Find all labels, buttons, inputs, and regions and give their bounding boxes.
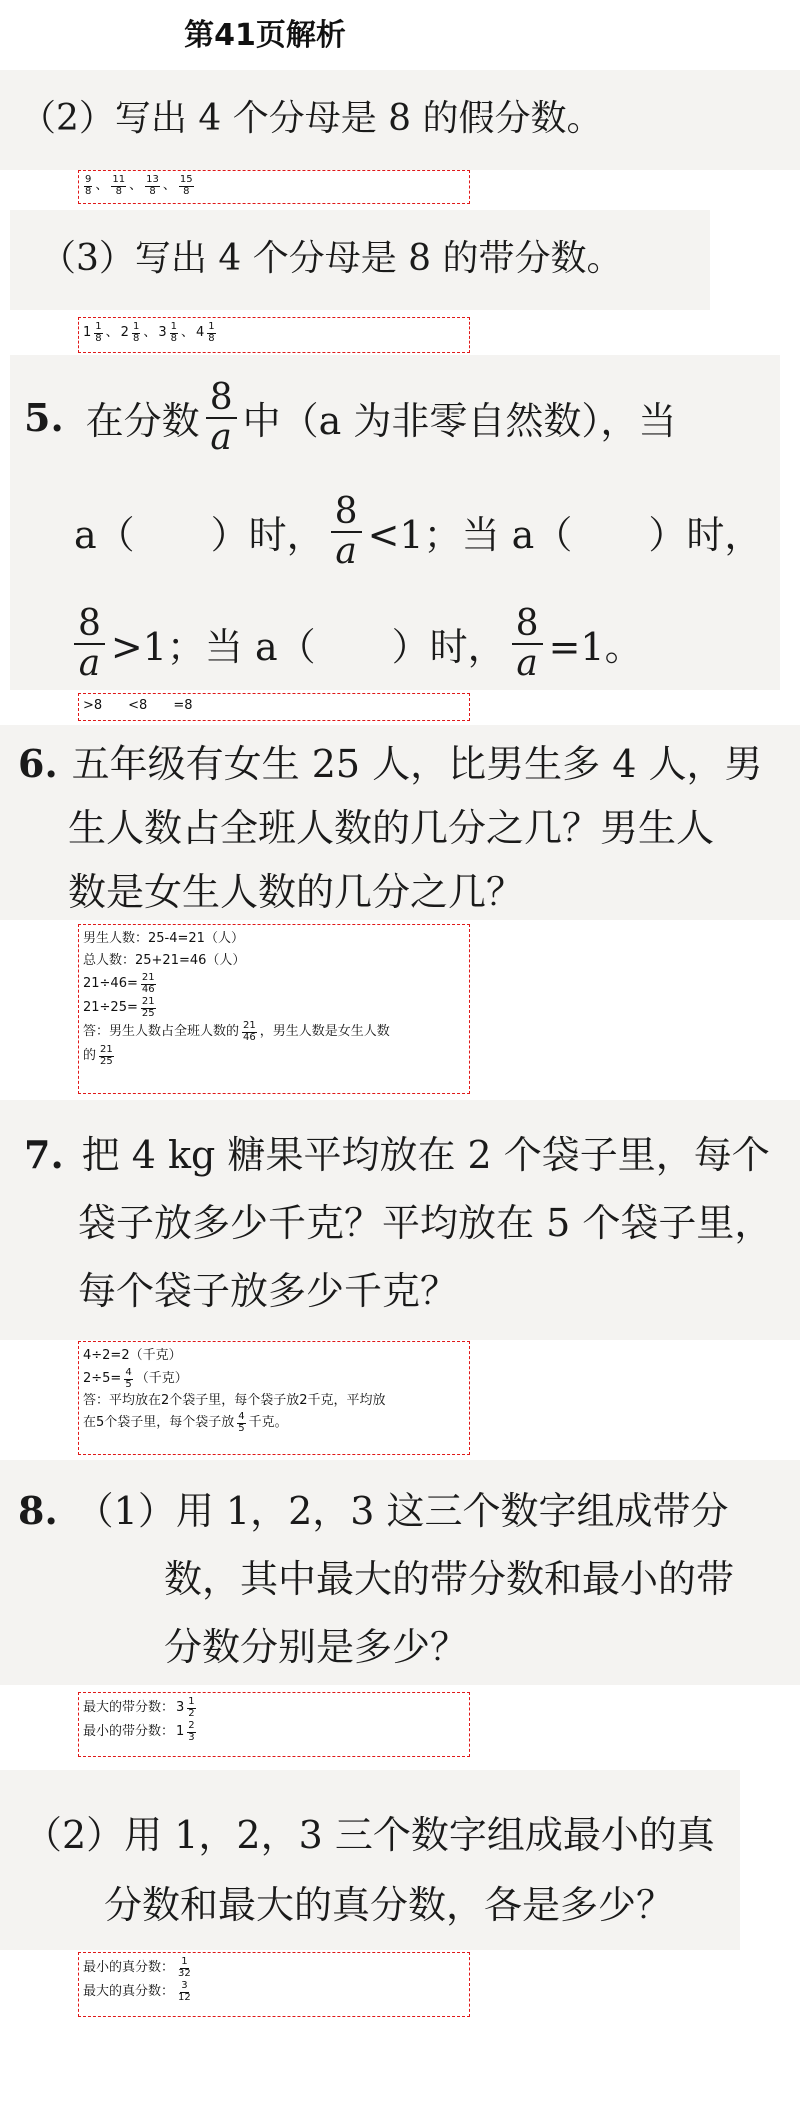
question-line: 分数和最大的真分数，各是多少？ (104, 1883, 675, 1927)
fraction (145, 175, 160, 197)
fraction-numerator: 8 (206, 379, 237, 419)
question-4-3-image (10, 210, 710, 310)
question-text: 中（a 为非零自然数），当 (242, 399, 677, 444)
answer-row (83, 1956, 465, 1980)
fraction (99, 1045, 114, 1067)
question-line (18, 733, 763, 788)
question-number: 6. (18, 741, 58, 786)
answer-text: 最小的真分数： (83, 1959, 175, 1975)
separator: 、 (143, 324, 157, 340)
fraction (187, 1721, 195, 1743)
answer-box-7 (78, 1341, 470, 1455)
question-4-2-image (0, 70, 800, 170)
fraction (124, 1368, 132, 1390)
question-line (24, 1124, 770, 1179)
answer-row (83, 1367, 465, 1391)
fraction-numerator: 4 (238, 1411, 245, 1422)
fraction-numerator: 21 (141, 996, 155, 1007)
question-text: >1；当 a（ ）时， (110, 625, 506, 670)
whole-number: 4 (196, 324, 205, 340)
answer-text: （千克） (135, 1370, 188, 1386)
fraction (237, 1412, 245, 1434)
question-line: 每个袋子放多少千克？ (78, 1269, 459, 1313)
question-8-1-image (0, 1460, 800, 1685)
fraction-8-over-a (331, 493, 362, 571)
answer-text: 4÷2=2（千克） (83, 1347, 182, 1363)
answer-text: ，男生人数是女生人数 (259, 1023, 390, 1039)
answer-text: 的 (83, 1047, 97, 1063)
answer-row (83, 321, 465, 345)
fraction-numerator: 8 (512, 605, 543, 645)
question-number: 7. (24, 1132, 64, 1177)
fraction-numerator: 1 (188, 1696, 195, 1707)
question-line (24, 379, 676, 457)
answer-text: 21÷25= (83, 999, 138, 1015)
answer-row (83, 1980, 465, 2004)
fraction (187, 1697, 195, 1719)
fraction-numerator: 1 (170, 321, 177, 332)
question-text: （1）用 1，2，3 这三个数字组成带分 (75, 1489, 729, 1533)
fraction-8-over-a (74, 605, 105, 683)
question-line: 分数分别是多少？ (164, 1625, 469, 1669)
answer-row (83, 1391, 465, 1411)
answer-row (83, 1411, 465, 1435)
fraction-denominator: a (78, 642, 101, 684)
fraction (141, 997, 156, 1019)
question-text: a（ ）时， (74, 513, 325, 558)
fraction-denominator: a (210, 416, 232, 458)
page-title: 第41页解析 (184, 18, 346, 53)
answer-row (83, 174, 465, 198)
fraction-denominator: 8 (183, 185, 190, 197)
answer-text: 最大的真分数： (83, 1983, 175, 1999)
separator: 、 (129, 177, 143, 193)
question-text: 在分数 (85, 399, 200, 444)
answer-row (83, 1345, 465, 1367)
answer-box-8-2 (78, 1952, 470, 2017)
fraction-denominator: 8 (149, 185, 156, 197)
answer-text: 最大的带分数： (83, 1699, 175, 1715)
fraction-denominator: 32 (178, 1967, 191, 1979)
fraction (177, 1981, 192, 2003)
answer-row (83, 996, 465, 1020)
fraction-denominator: 8 (115, 185, 122, 197)
answer-text: 千克。 (248, 1414, 288, 1430)
fraction-denominator: a (516, 642, 538, 684)
fraction-denominator: 8 (85, 185, 92, 197)
separator: 、 (95, 177, 109, 193)
fraction (84, 175, 92, 197)
fraction-denominator: a (335, 530, 357, 572)
fraction-8-over-a (512, 605, 543, 683)
separator: 、 (162, 177, 176, 193)
answer-row (83, 972, 465, 996)
fraction (141, 973, 156, 995)
question-line: 生人数占全班人数的几分之几？男生人 (68, 806, 715, 850)
answer-text: 答：平均放在2个袋子里，每个袋子放2千克，平均放 (83, 1392, 386, 1408)
question-text: 五年级有女生 25 人，比男生多 4 人，男 (71, 742, 763, 786)
answer-box-8-1 (78, 1692, 470, 1757)
fraction-denominator: 2 (188, 1707, 195, 1719)
question-line (18, 1480, 729, 1535)
question-5-image (10, 355, 780, 690)
answer-row (83, 1020, 465, 1044)
fraction-denominator: 3 (188, 1731, 195, 1743)
question-line: 袋子放多少千克？平均放在 5 个袋子里， (78, 1201, 773, 1245)
question-7-image (0, 1100, 800, 1340)
answer-row (83, 928, 465, 950)
answer-row (83, 1720, 465, 1744)
fraction-numerator: 2 (188, 1720, 195, 1731)
answer-box-5 (78, 693, 470, 721)
whole-number: 3 (158, 324, 167, 340)
fraction-denominator: 25 (100, 1055, 113, 1067)
answer-text: 最小的带分数： (83, 1723, 175, 1739)
fraction-numerator: 3 (181, 1980, 188, 1991)
question-line: 数是女生人数的几分之几？ (68, 870, 525, 914)
answer-text: 总人数：25+21=46（人） (83, 952, 246, 968)
fraction-numerator: 21 (141, 972, 155, 983)
question-8-2-image (0, 1770, 740, 1950)
fraction-denominator: 5 (238, 1422, 245, 1434)
fraction-denominator: 46 (243, 1031, 256, 1043)
separator: 、 (181, 324, 195, 340)
question-text: =1。 (548, 625, 643, 670)
fraction (170, 322, 178, 344)
question-line (74, 605, 643, 683)
question-text: <1；当 a（ ）时， (367, 513, 763, 558)
fraction-denominator: 8 (170, 332, 177, 344)
fraction-8-over-a (206, 379, 237, 457)
answer-text: 答：男生人数占全班人数的 (83, 1023, 240, 1039)
fraction (177, 1957, 192, 1979)
fraction-numerator: 13 (146, 174, 159, 185)
question-line: （2）用 1，2，3 三个数字组成最小的真 (24, 1813, 715, 1857)
fraction-numerator: 21 (100, 1044, 113, 1055)
fraction-numerator: 8 (74, 605, 105, 645)
answer-box-4-2 (78, 170, 470, 204)
fraction-numerator: 11 (112, 174, 126, 185)
answer-box-4-3 (78, 317, 470, 353)
fraction-denominator: 12 (178, 1991, 191, 2003)
fraction-numerator: 1 (208, 321, 215, 332)
fraction-numerator: 9 (85, 174, 92, 185)
fraction-denominator: 25 (141, 1007, 155, 1019)
fraction-numerator: 1 (95, 321, 102, 332)
question-line (74, 493, 762, 571)
whole-number: 1 (176, 1723, 185, 1739)
answer-row (83, 1696, 465, 1720)
fraction-numerator: 1 (132, 321, 140, 332)
question-text: （3）写出 4 个分母是 8 的带分数。 (40, 238, 623, 279)
fraction-numerator: 8 (331, 493, 362, 533)
fraction-numerator: 15 (179, 174, 193, 185)
answer-text: 在5个袋子里，每个袋子放 (83, 1414, 235, 1430)
whole-number: 3 (176, 1699, 185, 1715)
question-line: 数，其中最大的带分数和最小的带 (164, 1557, 735, 1601)
answer-row (83, 950, 465, 972)
question-number: 5. (24, 395, 64, 441)
fraction-denominator: 46 (141, 983, 155, 995)
answer-text: 男生人数：25-4=21（人） (83, 930, 244, 946)
answer-box-6 (78, 924, 470, 1094)
whole-number: 2 (120, 324, 129, 340)
question-text: （2）写出 4 个分母是 8 的假分数。 (20, 98, 603, 139)
question-number: 8. (18, 1488, 58, 1533)
fraction (242, 1021, 257, 1043)
fraction (132, 322, 140, 344)
fraction (94, 322, 102, 344)
fraction (179, 175, 194, 197)
fraction-numerator: 4 (125, 1367, 132, 1378)
fraction-numerator: 1 (181, 1956, 188, 1967)
fraction-denominator: 8 (95, 332, 102, 344)
answer-text: 2÷5= (83, 1370, 122, 1386)
answer-row (83, 697, 465, 715)
fraction-denominator: 5 (125, 1378, 132, 1390)
answer-row (83, 1044, 465, 1068)
answer-text: 21÷46= (83, 975, 138, 991)
answer-text: >8 <8 =8 (83, 697, 193, 713)
separator: 、 (105, 324, 119, 340)
fraction-denominator: 8 (208, 332, 215, 344)
fraction-numerator: 21 (243, 1020, 256, 1031)
whole-number: 1 (83, 324, 92, 340)
question-6-image (0, 725, 800, 920)
fraction-denominator: 8 (132, 332, 140, 344)
fraction (111, 175, 126, 197)
question-text: 把 4 kg 糖果平均放在 2 个袋子里，每个 (81, 1133, 770, 1177)
fraction (207, 322, 215, 344)
